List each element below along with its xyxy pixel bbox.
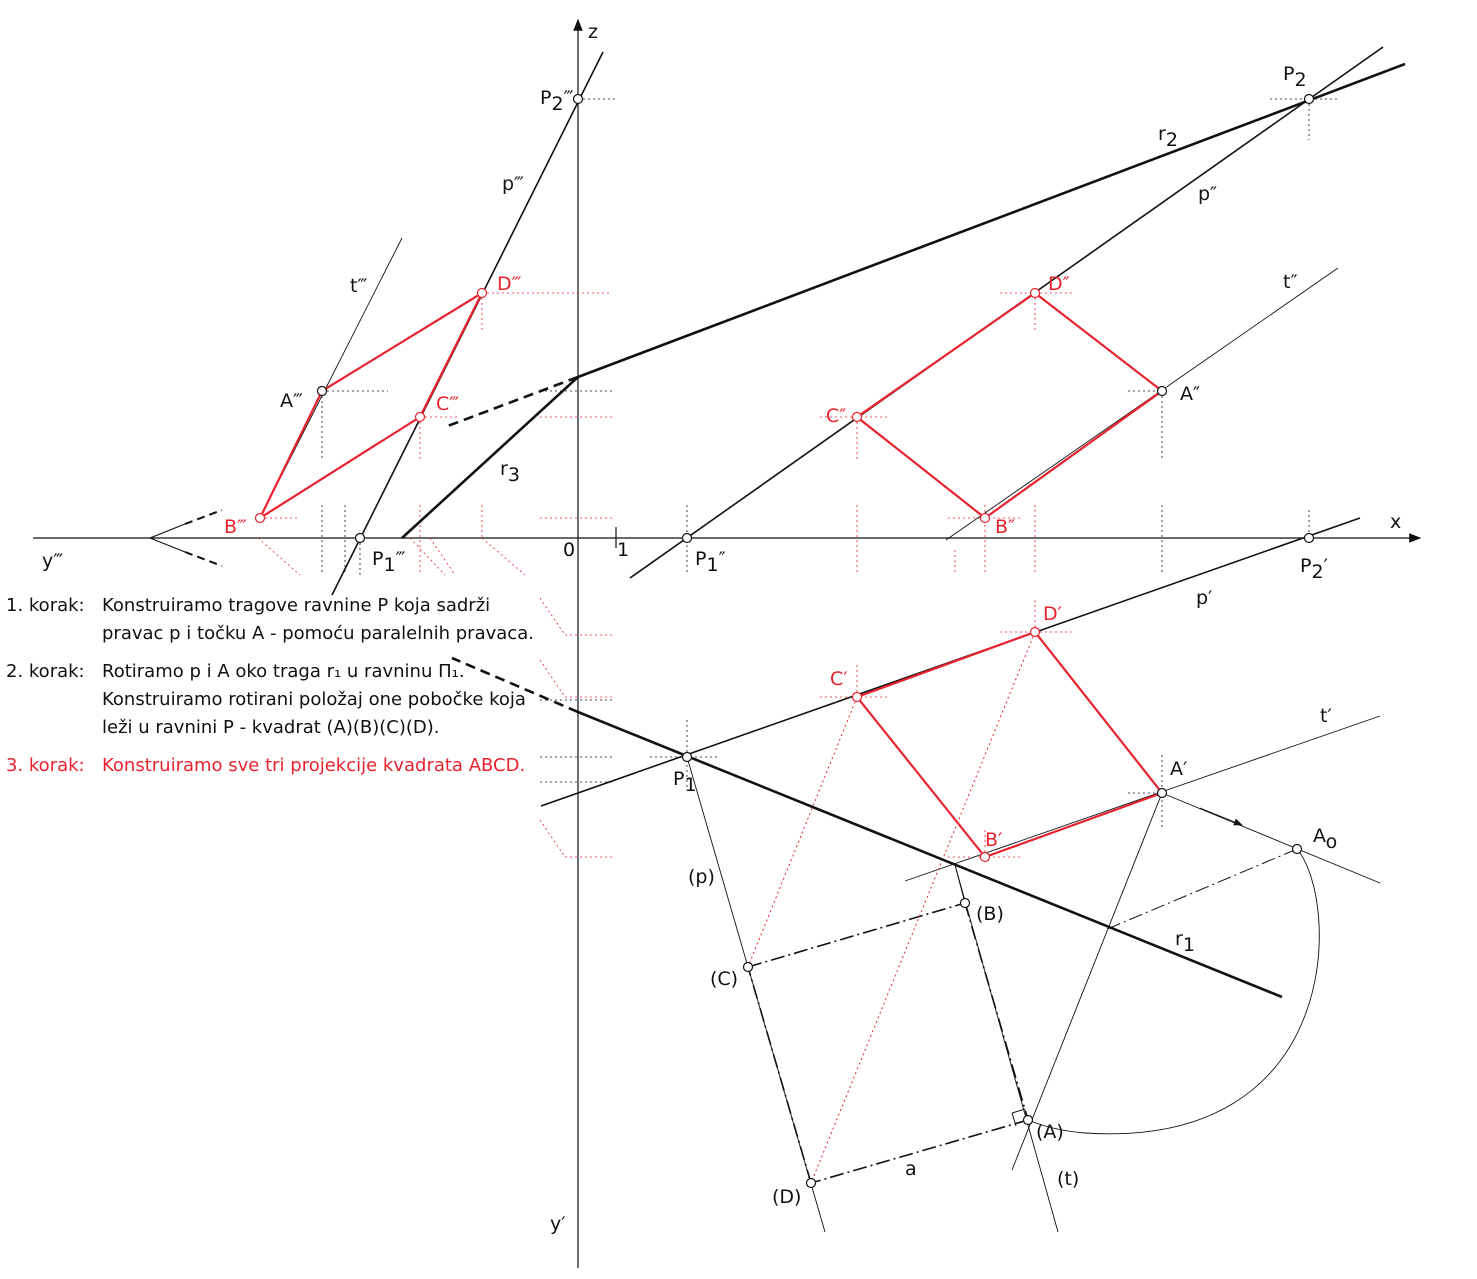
point-C1: [853, 693, 862, 702]
label-z: z: [588, 21, 598, 43]
label-p-rotated: (p): [688, 866, 715, 888]
label-t2: t″: [1283, 271, 1298, 293]
label-Ar: (A): [1036, 1121, 1064, 1143]
label-C2: C″: [826, 405, 847, 427]
point-C2: [853, 413, 862, 422]
square-front-view: [857, 293, 1162, 518]
step-2: [6, 658, 546, 742]
label-C3: C‴: [436, 393, 460, 415]
point-Cr: [744, 963, 753, 972]
edge-C-B: [748, 903, 965, 967]
step-1: [6, 592, 546, 648]
label-t-rotated: (t): [1057, 1168, 1080, 1190]
y3-dash-lower: [185, 552, 222, 566]
label-x: x: [1390, 511, 1402, 533]
point-P2-3: [574, 95, 583, 104]
point-Ao: [1293, 845, 1302, 854]
label-unit: 1: [617, 539, 630, 561]
step-1-text: Konstruiramo tragove ravnine P koja sadrži pravac p i točku A - pomoću paralelnih pravaca.: [102, 595, 534, 644]
label-t1: t′: [1320, 705, 1332, 727]
point-P2: [1305, 95, 1314, 104]
square-top-view: [857, 632, 1162, 857]
point-P1-3: [356, 534, 365, 543]
label-P2-1: P2′: [1300, 555, 1328, 583]
label-Br: (B): [976, 903, 1004, 925]
label-B2: B″: [995, 516, 1016, 538]
label-A3: A‴: [280, 390, 303, 412]
point-D2: [1031, 289, 1040, 298]
label-A2: A″: [1180, 383, 1201, 405]
label-origin: 0: [563, 539, 576, 561]
A-to-Ao-line: [1162, 793, 1380, 883]
rotation-arc: [1028, 849, 1319, 1134]
label-y1: y′: [550, 1213, 566, 1235]
main-lines: [402, 64, 1405, 997]
label-p3: p‴: [502, 173, 524, 195]
t1-line: [905, 716, 1380, 881]
label-P1-3: P1‴: [372, 548, 406, 576]
point-B1: [981, 853, 990, 862]
point-C3: [416, 413, 425, 422]
point-B3: [256, 514, 265, 523]
r2-line: [578, 64, 1405, 377]
step-1-number: 1. korak:: [6, 595, 85, 616]
label-a: a: [905, 1158, 917, 1180]
t-rotated-line: [1012, 793, 1162, 1170]
point-P2-1: [1305, 534, 1314, 543]
step-3-text: Konstruiramo sve tri projekcije kvadrata ABCD.: [102, 755, 526, 776]
construction-steps: [6, 592, 546, 790]
edge-A-D: [811, 1120, 1028, 1183]
label-D3: D‴: [497, 273, 522, 295]
label-p2: p″: [1198, 183, 1218, 205]
step-2-number: 2. korak:: [6, 661, 85, 682]
step-3-number: 3. korak:: [6, 755, 85, 776]
label-A1: A′: [1170, 758, 1188, 780]
label-C1: C′: [830, 668, 848, 690]
point-A1: [1158, 789, 1167, 798]
point-P1: [683, 753, 692, 762]
label-P1: P1: [673, 768, 697, 796]
point-D3: [478, 289, 487, 298]
label-r3: r3: [500, 458, 520, 486]
step-3: [6, 752, 546, 780]
y3-tick-lower: [150, 538, 185, 552]
step-2-text: Rotiramo p i A oko traga r₁ u ravninu Π₁. Konstruiramo rotirani položaj one pobočke koja leži u ravnini P - kvadrat (A)(B)(C)(D).: [102, 661, 526, 738]
label-Ao: Ao: [1313, 825, 1338, 853]
point-B2: [981, 514, 990, 523]
label-t3: t‴: [350, 275, 368, 297]
point-Br: [961, 899, 970, 908]
label-B1: B′: [985, 829, 1003, 851]
point-D1: [1031, 628, 1040, 637]
point-P1-2: [683, 534, 692, 543]
point-A2: [1158, 387, 1167, 396]
point-A3: [318, 387, 327, 396]
label-p1: p′: [1196, 587, 1213, 609]
y3-tick-upper: [150, 524, 185, 538]
label-P2-3: P2‴: [540, 87, 574, 115]
label-r2: r2: [1158, 123, 1178, 151]
rotated-square: [748, 849, 1297, 1183]
label-r1: r1: [1175, 928, 1195, 956]
Ao-to-r1: [1105, 849, 1297, 930]
A-arrow: [1200, 808, 1242, 825]
point-Ar: [1024, 1116, 1033, 1125]
label-Dr: (D): [772, 1186, 802, 1208]
label-y3: y‴: [42, 550, 64, 572]
point-Dr: [807, 1179, 816, 1188]
label-P2: P2: [1283, 63, 1307, 91]
y3-dash-upper: [185, 510, 222, 524]
label-Cr: (C): [710, 968, 739, 990]
r3-dashed: [445, 377, 578, 427]
label-D2: D″: [1048, 273, 1070, 295]
label-P1-2: P1″: [695, 548, 726, 576]
label-D1: D′: [1043, 603, 1062, 625]
B-foot: [955, 865, 965, 903]
label-B3: B‴: [224, 516, 247, 538]
